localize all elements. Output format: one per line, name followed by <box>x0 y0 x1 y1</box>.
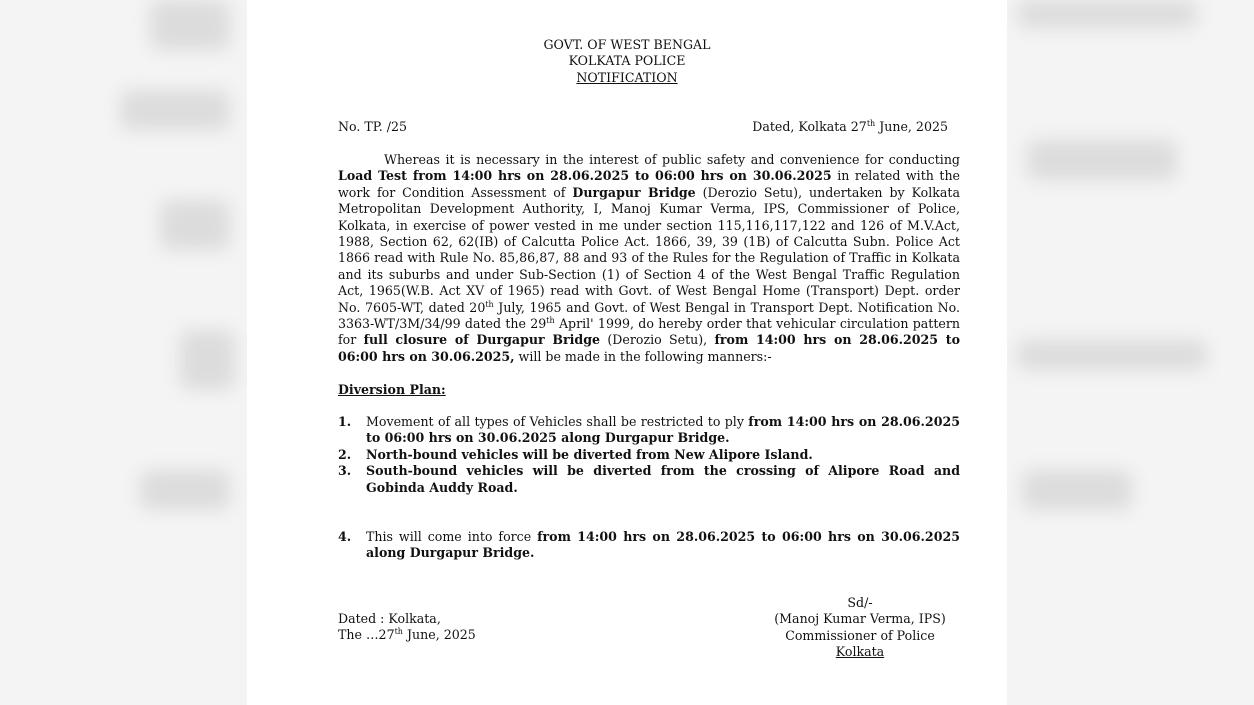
footer-the-date: The …27th June, 2025 <box>338 627 476 643</box>
police-title: KOLKATA POLICE <box>568 53 686 69</box>
dated-line: Dated, Kolkata 27th June, 2025 <box>752 119 948 134</box>
signature-block <box>767 595 953 661</box>
signatory-place: Kolkata <box>835 644 885 660</box>
reference-number: No. TP. /25 <box>338 119 407 134</box>
govt-title: GOVT. OF WEST BENGAL <box>543 37 711 52</box>
signatory-name: (Manoj Kumar Verma, IPS) <box>774 611 946 627</box>
notification-page <box>247 0 1007 705</box>
force-clause <box>338 529 960 562</box>
right-blurred-background <box>1007 0 1254 705</box>
left-blurred-background <box>0 0 247 705</box>
list-item: 2. North-bound vehicles will be diverted from New Alipore Island. <box>338 446 813 462</box>
footer-dated: Dated : Kolkata, <box>338 611 441 626</box>
list-item: 3. South-bound vehicles will be diverted from the crossing of Alipore Road and Gobinda Auddy Road. <box>338 463 960 495</box>
diversion-plan-heading: Diversion Plan: <box>338 382 446 397</box>
footer-date-block <box>338 611 476 644</box>
list-item: 4. This will come into force from 14:00 hrs on 28.06.2025 to 06:00 hrs on 30.06.2025 along Durgapur Bridge. <box>338 529 960 561</box>
document-header <box>247 37 1007 86</box>
diversion-list <box>338 414 960 496</box>
notification-title: NOTIFICATION <box>576 69 678 85</box>
list-item: 1. Movement of all types of Vehicles shall be restricted to ply from 14:00 hrs on 28.06.2025 to 06:00 hrs on 30.06.2025 along Durgapur Bridge. <box>338 414 960 446</box>
signatory-title: Commissioner of Police <box>785 627 935 643</box>
notification-body: Whereas it is necessary in the interest of public safety and convenience for conducting Load Test from 14:00 hrs on 28.06.2025 to 06:00 hrs on 30.06.2025 in related with the work for Condition Assessment of Durgapur Bridge (Derozio Setu), undertaken by Kolkata Metropolitan Development Authority, I, Manoj Kumar Verma, IPS, Commissioner of Police, Kolkata, in exercise of power vested in me under section 115,116,117,122 and 126 of M.V.Act, 1988, Section 62, 62(IB) of Calcutta Police Act. 1866, 39, 39 (1B) of Calcutta Subn. Police Act 1866 read with Rule No. 85,86,87, 88 and 93 of the Rules for the Regulation of Traffic in Kolkata and its suburbs and under Sub-Section (1) of Section 4 of the West Bengal Traffic Regulation Act, 1965(W.B. Act XV of 1965) read with Govt. of West Bengal Home (Transport) Dept. order No. 7605-WT, dated 20th July, 1965 and Govt. of West Bengal in Transport Dept. Notification No. 3363-WT/3M/34/99 dated the 29th April' 1999, do hereby order that vehicular circulation pattern for full closure of Durgapur Bridge (Derozio Setu), from 14:00 hrs on 28.06.2025 to 06:00 hrs on 30.06.2025, will be made in the following manners:- <box>338 152 961 364</box>
signature-sd: Sd/- <box>847 595 873 610</box>
